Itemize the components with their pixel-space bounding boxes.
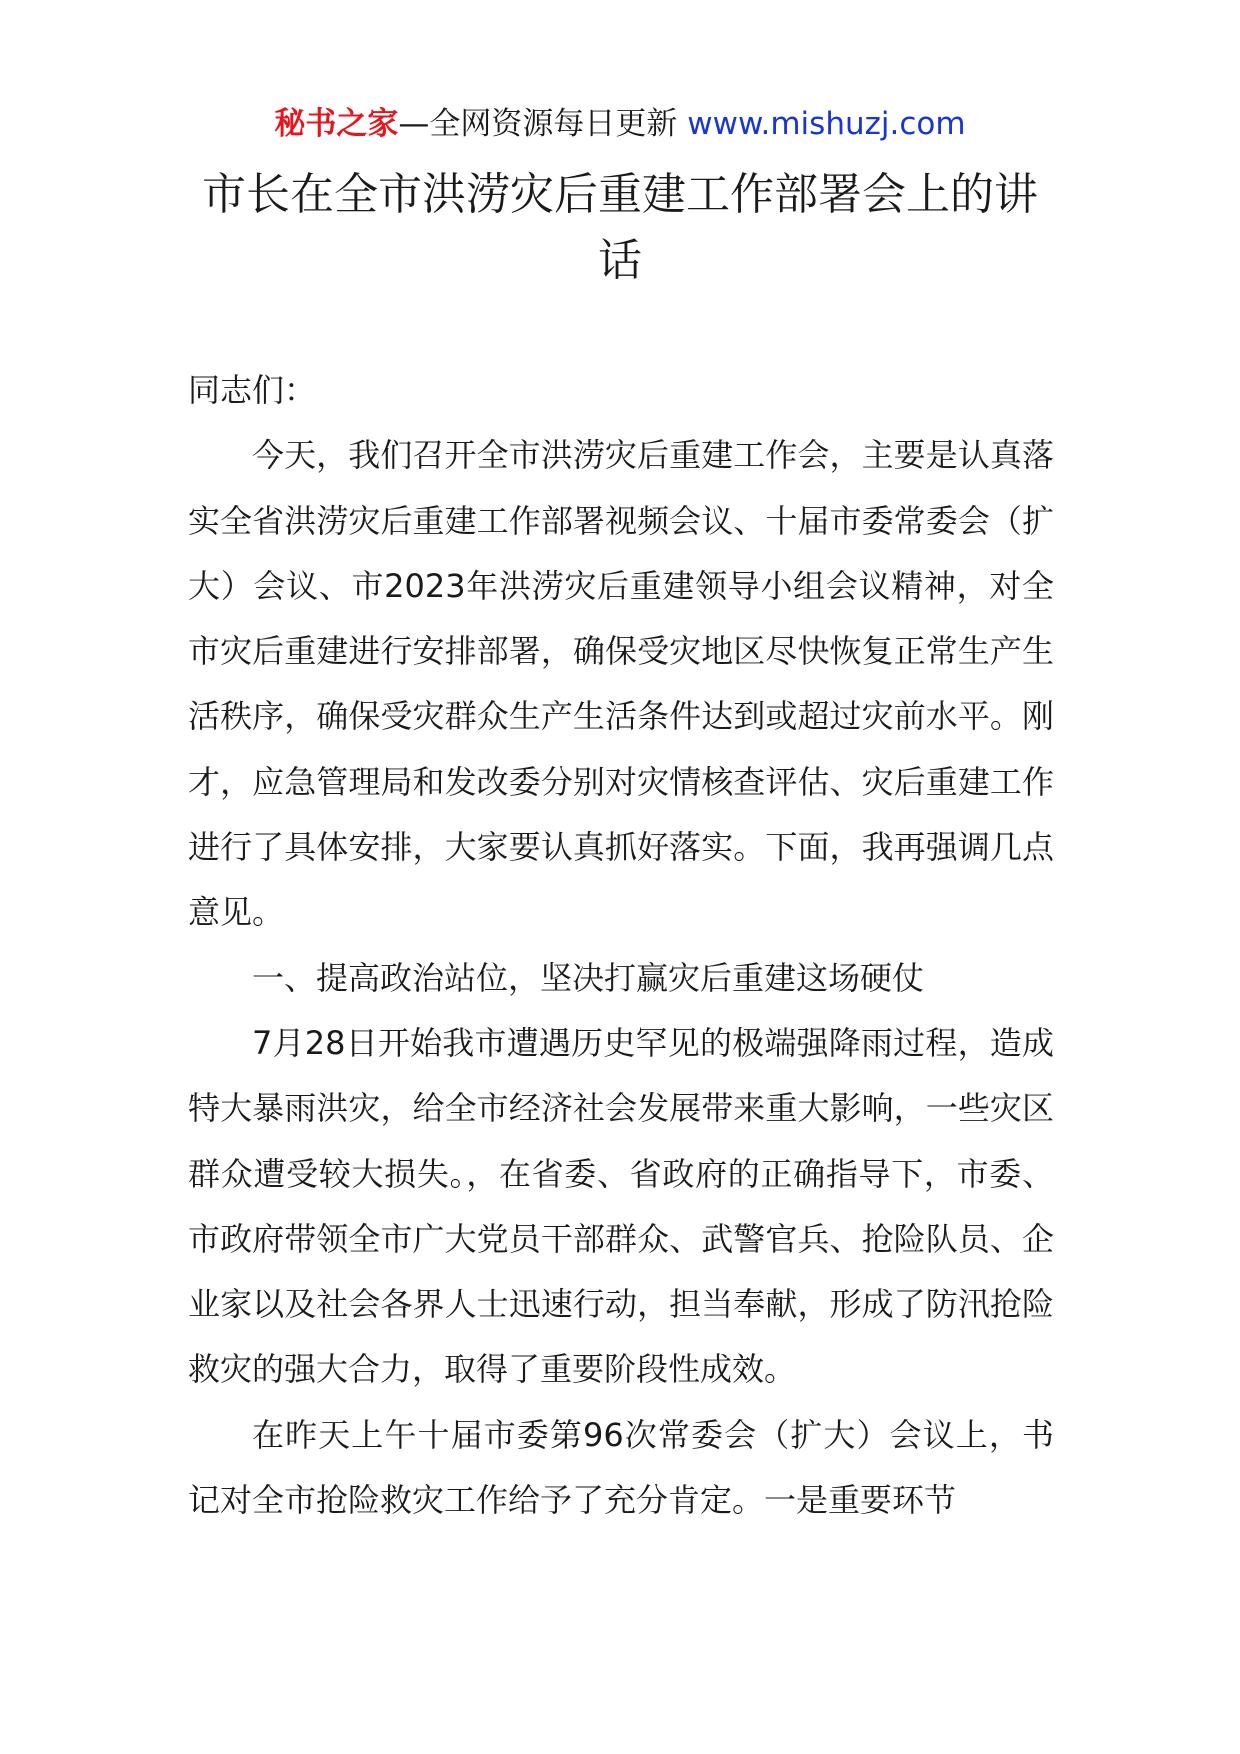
document-title: 市长在全市洪涝灾后重建工作部署会上的讲话 [202,169,1038,286]
body-paragraph: 今天，我们召开全市洪涝灾后重建工作会，主要是认真落实全省洪涝灾后重建工作部署视频会议、十届市委常委会（扩大）会议、市2023年洪涝灾后重建领导小组会议精神，对全市灾后重建进行安排部署，确保受灾地区尽快恢复正常生产生活秩序，确保受灾群众生产生活条件达到或超过灾前水平。刚才，应急管理局和发改委分别对灾情核查评估、灾后重建工作进行了具体安排，大家要认真抓好落实。下面，我再强调几点意见。 [188,436,1054,932]
body-paragraph: 7月28日开始我市遭遇历史罕见的极端强降雨过程，造成特大暴雨洪灾，给全市经济社会发展带来重大影响，一些灾区群众遭受较大损失。，在省委、省政府的正确指导下，市委、市政府带领全市广大党员干部群众、武警官兵、抢险队员、企业家以及社会各界人士迅速行动，担当奉献，形成了防汛抢险救灾的强大合力，取得了重要阶段性成效。 [188,1023,1054,1389]
site-url-link[interactable]: www.mishuzj.com [687,106,966,142]
brand-name: 秘书之家 [274,106,399,142]
body-paragraph: 在昨天上午十届市委第96次常委会（扩大）会议上，书记对全市抢险救灾工作给予了充分肯定。一是重要环节 [188,1415,1054,1520]
salutation: 同志们： [188,371,317,409]
header-tagline: —全网资源每日更新 [398,106,688,142]
site-header [0,100,1240,148]
document-body [188,358,1054,1533]
section-heading: 一、提高政治站位，坚决打赢灾后重建这场硬仗 [252,958,925,997]
